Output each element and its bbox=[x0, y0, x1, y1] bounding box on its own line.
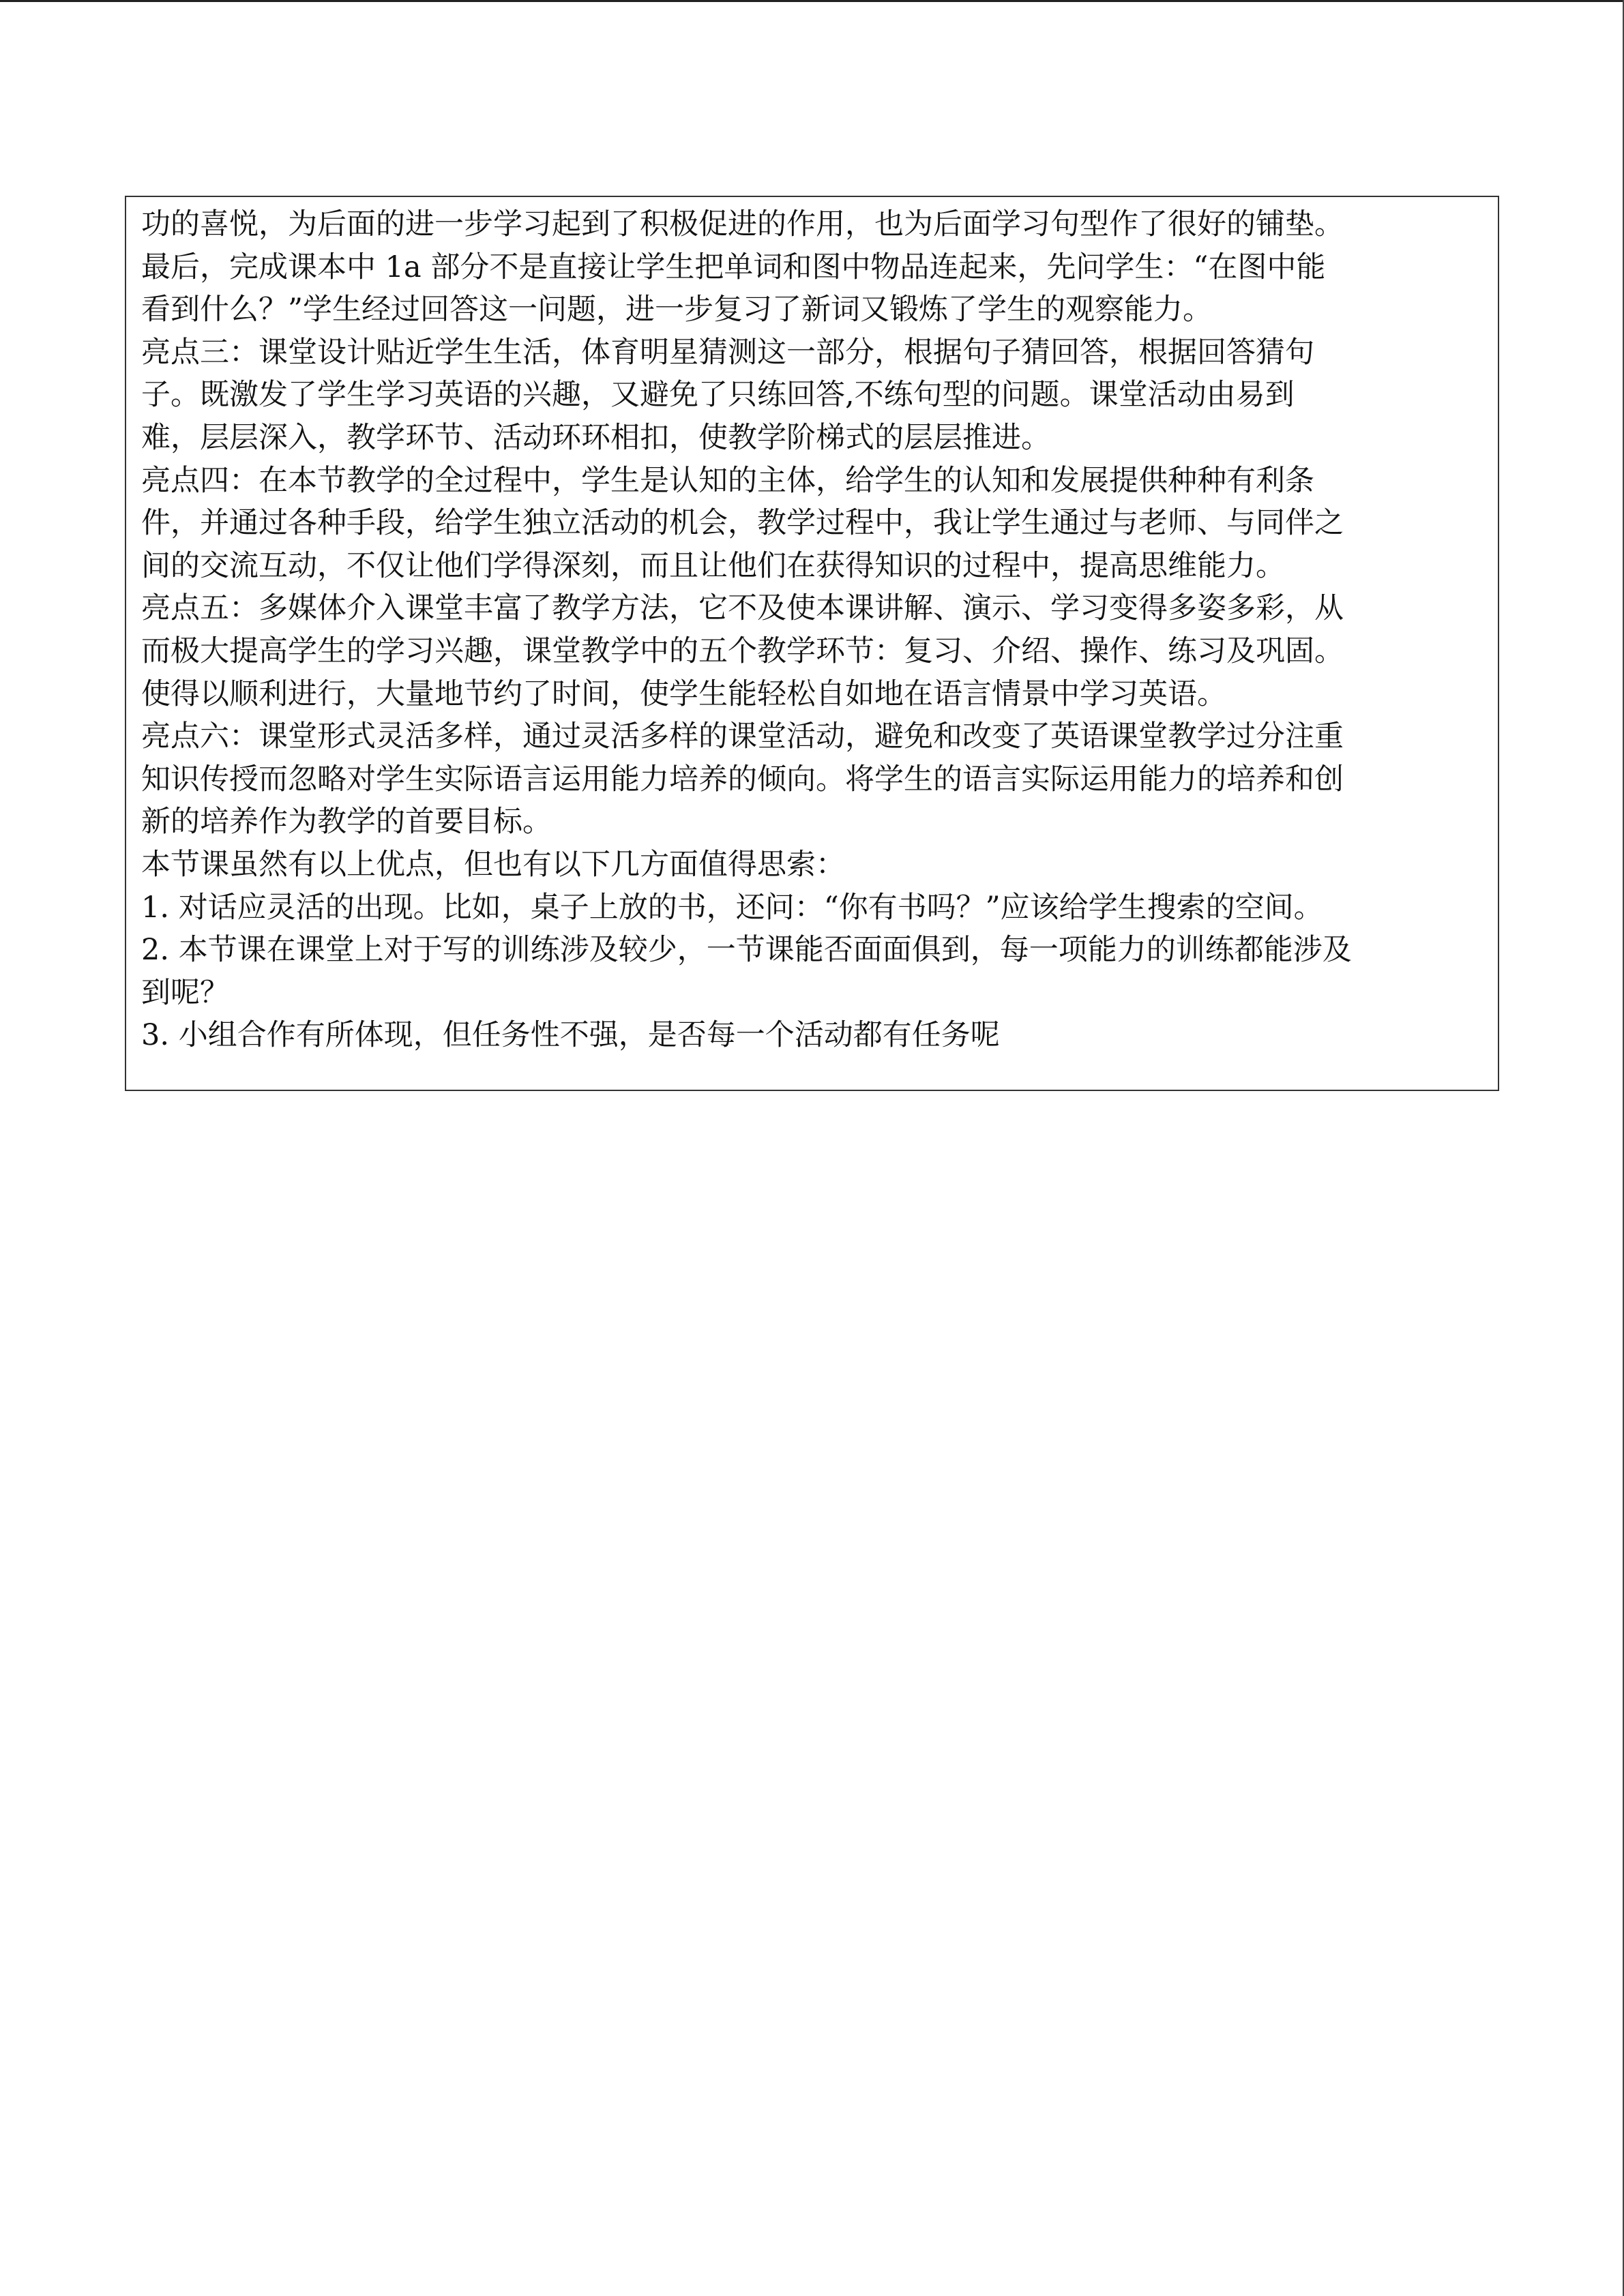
text-line: 间的交流互动，不仅让他们学得深刻，而且让他们在获得知识的过程中，提高思维能力。 bbox=[141, 548, 1285, 583]
text-line: 看到什么？”学生经过回答这一问题，进一步复习了新词又锻炼了学生的观察能力。 bbox=[141, 293, 1212, 327]
text-line: 知识传授而忽略对学生实际语言运用能力培养的倾向。将学生的语言实际运用能力的培养和创 bbox=[141, 762, 1344, 796]
page-top-border bbox=[0, 0, 1624, 2]
reflection-item-1: 1. 对话应灵活的出现。比如，桌子上放的书，还问：“你有书吗？”应该给学生搜索的空间。 bbox=[141, 890, 1323, 925]
reflection-intro-line: 本节课虽然有以上优点，但也有以下几方面值得思索： bbox=[141, 847, 845, 882]
reflection-item-2: 2. 本节课在课堂上对于写的训练涉及较少，一节课能否面面俱到，每一项能力的训练都能涉及 bbox=[141, 933, 1352, 968]
text-line: 新的培养作为教学的首要目标。 bbox=[141, 805, 552, 839]
text-line: 而极大提高学生的学习兴趣，课堂教学中的五个教学环节：复习、介绍、操作、练习及巩固。 bbox=[141, 633, 1344, 668]
reflection-item-3: 3. 小组合作有所体现，但任务性不强，是否每一个活动都有任务呢 bbox=[141, 1018, 1000, 1053]
text-line: 到呢？ bbox=[141, 975, 229, 1010]
reflection-text-box bbox=[125, 196, 1499, 1091]
highlight-five-line: 亮点五：多媒体介入课堂丰富了教学方法，它不及使本课讲解、演示、学习变得多姿多彩，从 bbox=[141, 591, 1344, 626]
highlight-four-line: 亮点四：在本节教学的全过程中，学生是认知的主体，给学生的认知和发展提供种种有利条 bbox=[141, 463, 1314, 498]
text-line: 最后，完成课本中 1a 部分不是直接让学生把单词和图中物品连起来，先问学生：“在图中能 bbox=[141, 250, 1326, 284]
highlight-six-line: 亮点六：课堂形式灵活多样，通过灵活多样的课堂活动，避免和改变了英语课堂教学过分注重 bbox=[141, 719, 1344, 754]
text-line: 件，并通过各种手段，给学生独立活动的机会，教学过程中，我让学生通过与老师、与同伴之 bbox=[141, 506, 1344, 541]
text-line: 功的喜悦，为后面的进一步学习起到了积极促进的作用，也为后面学习句型作了很好的铺垫。 bbox=[141, 207, 1344, 241]
text-line: 难，层层深入，教学环节、活动环环相扣，使教学阶梯式的层层推进。 bbox=[141, 420, 1050, 455]
highlight-three-line: 亮点三：课堂设计贴近学生生活，体育明星猜测这一部分，根据句子猜回答，根据回答猜句 bbox=[141, 335, 1314, 370]
text-line: 子。既激发了学生学习英语的兴趣，又避免了只练回答,不练句型的问题。课堂活动由易到 bbox=[141, 378, 1295, 413]
text-line: 使得以顺利进行，大量地节约了时间，使学生能轻松自如地在语言情景中学习英语。 bbox=[141, 676, 1226, 711]
